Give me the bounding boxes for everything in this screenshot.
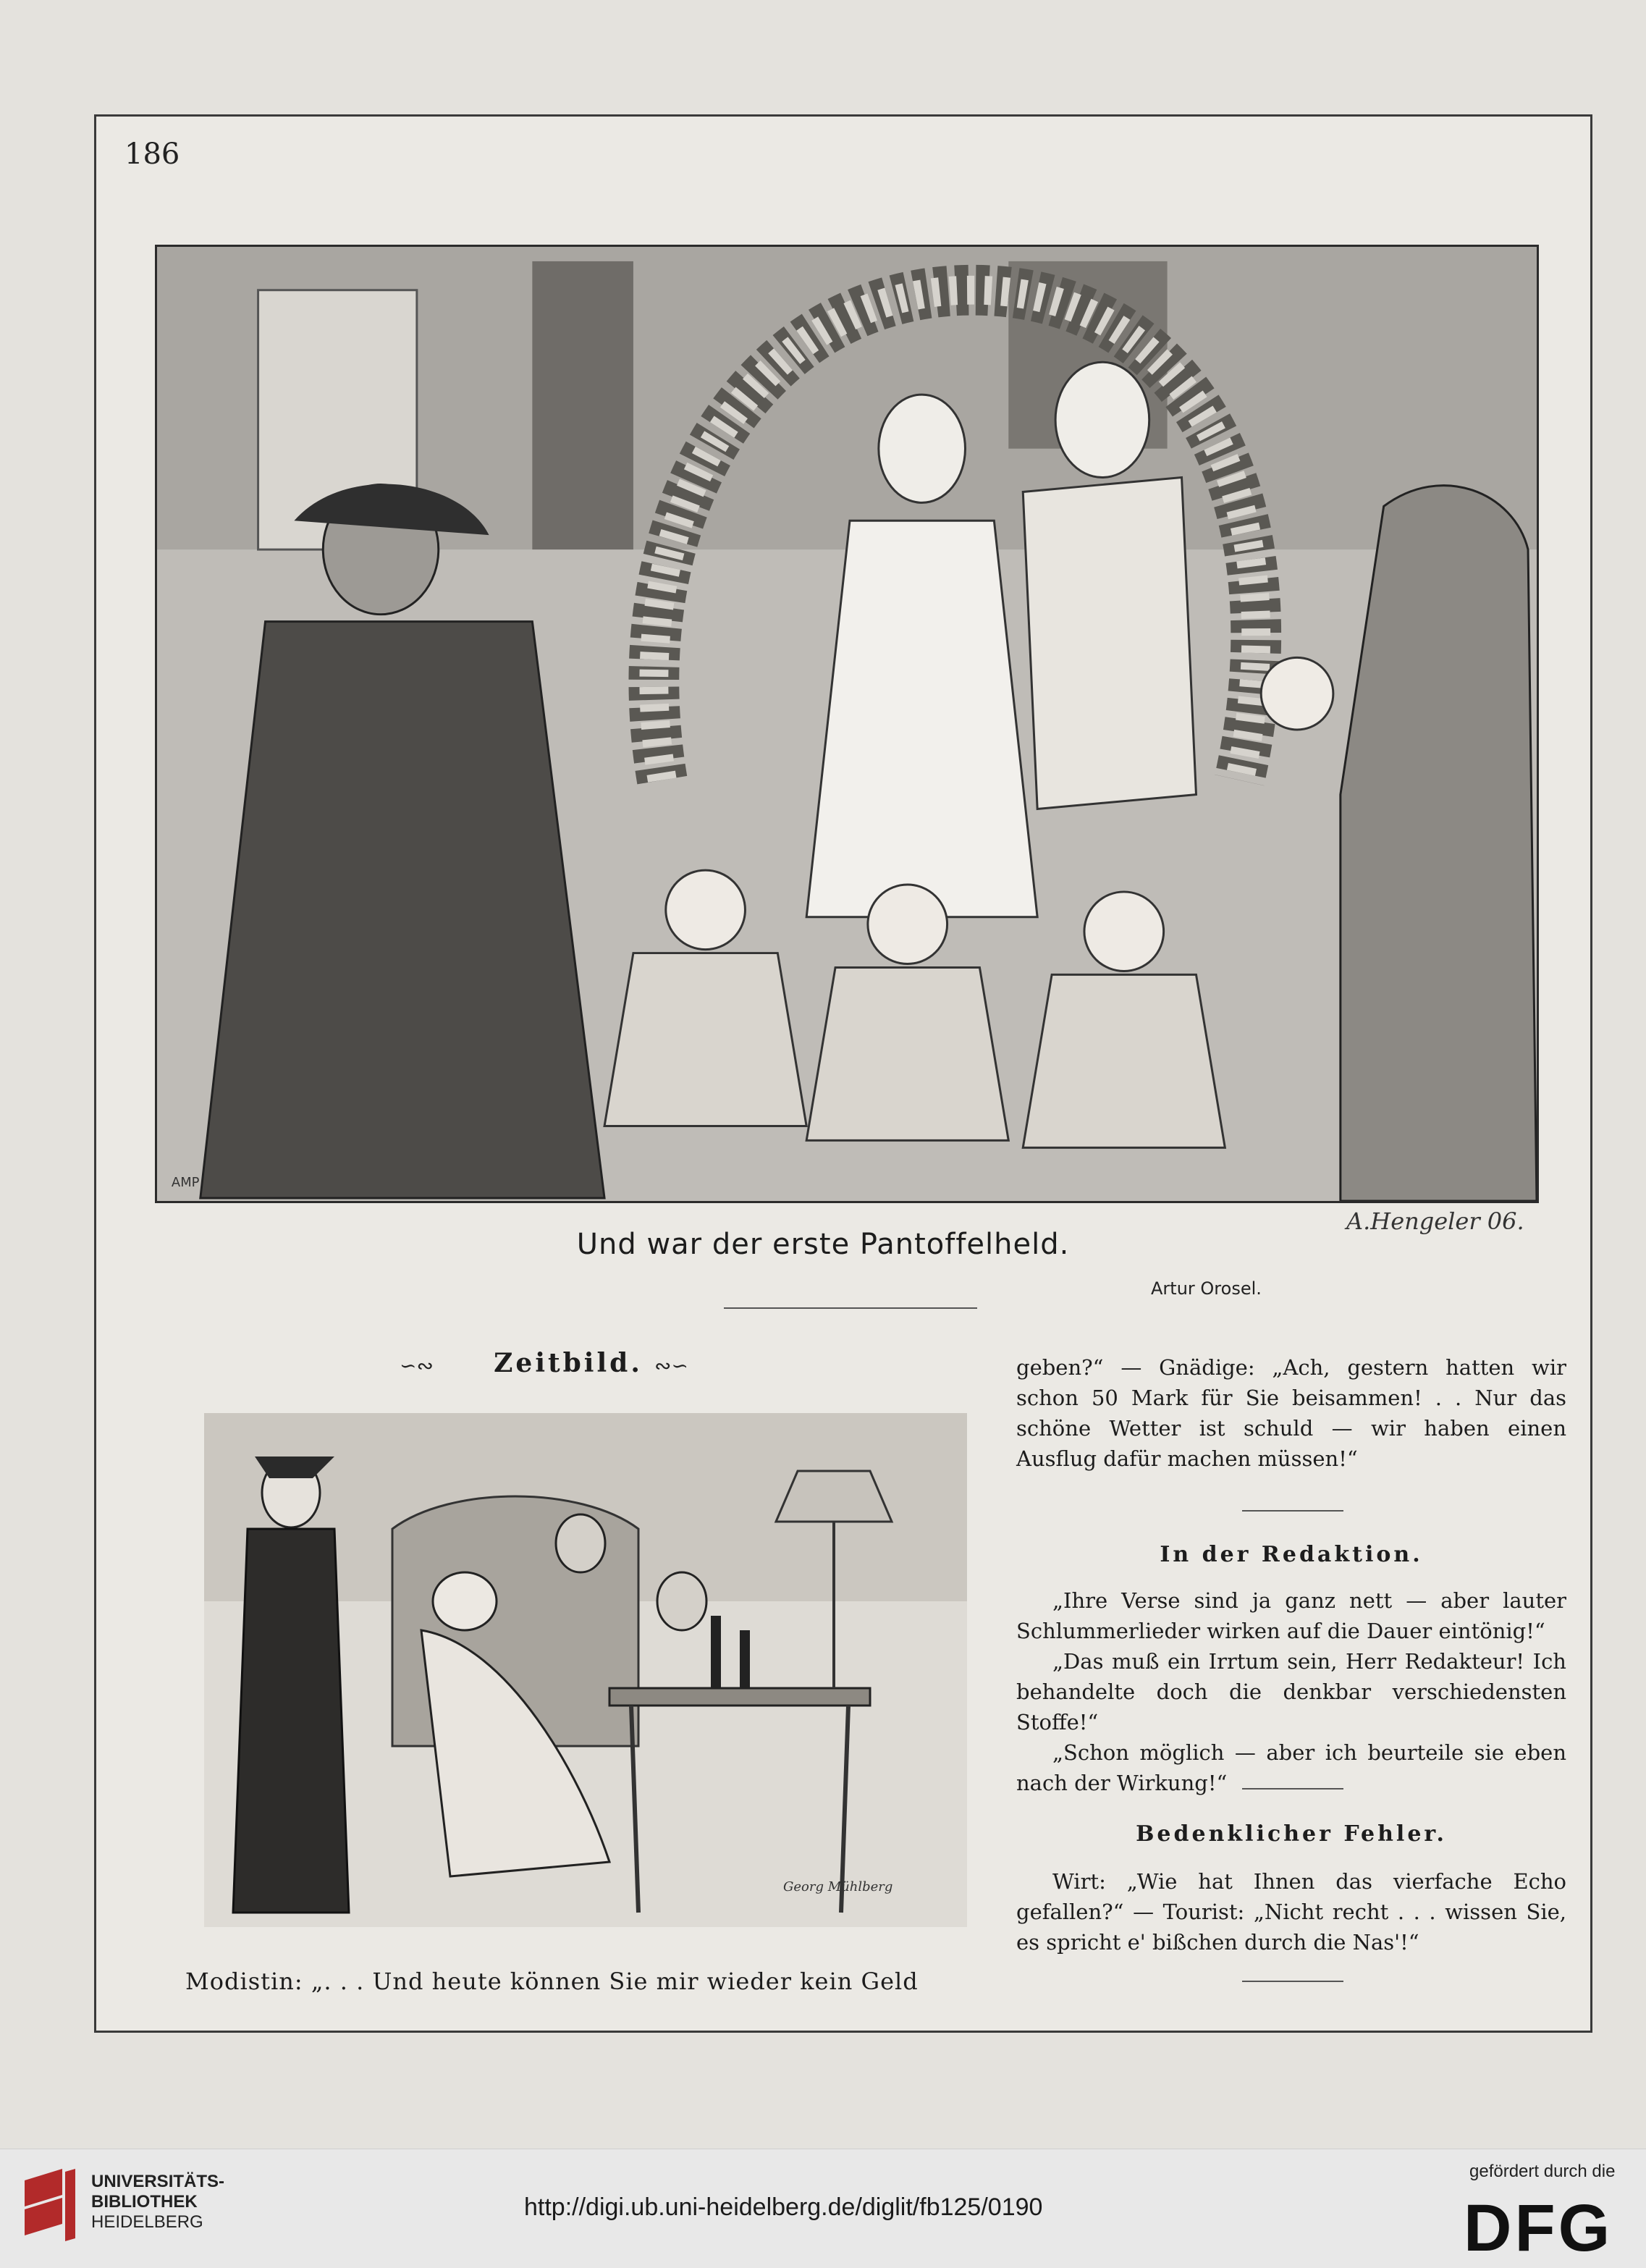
zeitbild-heading: Zeitbild. (494, 1348, 643, 1378)
university-library-name (91, 2172, 224, 2233)
separator-rule (1242, 1981, 1343, 1982)
ornament-right-icon: ∾∽ (654, 1354, 688, 1378)
milliner-etching (204, 1413, 967, 1927)
library-name-line2: BIBLIOTHEK (91, 2192, 198, 2212)
source-url-link[interactable]: http://digi.ub.uni-heidelberg.de/diglit/fb125/0190 (524, 2193, 1043, 2221)
library-name-line3: HEIDELBERG (91, 2212, 203, 2232)
redaktion-heading: In der Redaktion. (1160, 1542, 1423, 1567)
ornament-left-icon: ∽∾ (400, 1354, 434, 1378)
svg-text:AMP: AMP (171, 1175, 200, 1191)
fehler-heading: Bedenklicher Fehler. (1136, 1821, 1447, 1847)
caption-author: Artur Orosel. (1151, 1278, 1262, 1299)
separator-rule (724, 1307, 977, 1309)
page-number: 186 (124, 138, 180, 171)
etching-caption: Modistin: „. . . Und heute können Sie mir wieder kein Geld (185, 1968, 919, 1995)
separator-rule (1242, 1510, 1343, 1512)
dfg-logo: DFG (1464, 2191, 1613, 2265)
right-column-intro (1016, 1352, 1566, 1474)
library-name-line1: UNIVERSITÄTS- (91, 2172, 225, 2191)
illustration-caption: Und war der erste Pantoffelheld. (576, 1228, 1070, 1261)
redaktion-text (1016, 1585, 1566, 1798)
redaktion-paragraph: „Ihre Verse sind ja ganz nett — aber lauter Schlummerlieder wirken auf die Dauer eintönig!“ (1016, 1588, 1566, 1643)
fehler-text (1016, 1866, 1566, 1957)
university-library-logo-icon (19, 2166, 78, 2250)
sponsor-label: gefördert durch die (1469, 2162, 1616, 2181)
redaktion-paragraph: „Schon möglich — aber ich beurteile sie eben nach der Wirkung!“ (1016, 1740, 1566, 1795)
separator-rule (1242, 1788, 1343, 1789)
intro-paragraph: geben?“ — Gnädige: „Ach, gestern hatten wir schon 50 Mark für Sie beisammen! . . Nur das schöne Wetter ist schuld — wir haben einen Ausflug dafür machen müssen!“ (1016, 1355, 1566, 1471)
wedding-procession-illustration (155, 245, 1539, 1203)
redaktion-paragraph: „Das muß ein Irrtum sein, Herr Redakteur! Ich behandelte doch die denkbar verschiedensten Stoffe!“ (1016, 1649, 1566, 1734)
etching-signature: Georg Mühlberg (783, 1879, 893, 1894)
fehler-paragraph: Wirt: „Wie hat Ihnen das vierfache Echo gefallen?“ — Tourist: „Nicht recht . . . wissen Sie, es spricht e' bißchen durch die Nas'!“ (1016, 1869, 1566, 1955)
artist-signature: A.Hengeler 06. (1346, 1207, 1524, 1235)
